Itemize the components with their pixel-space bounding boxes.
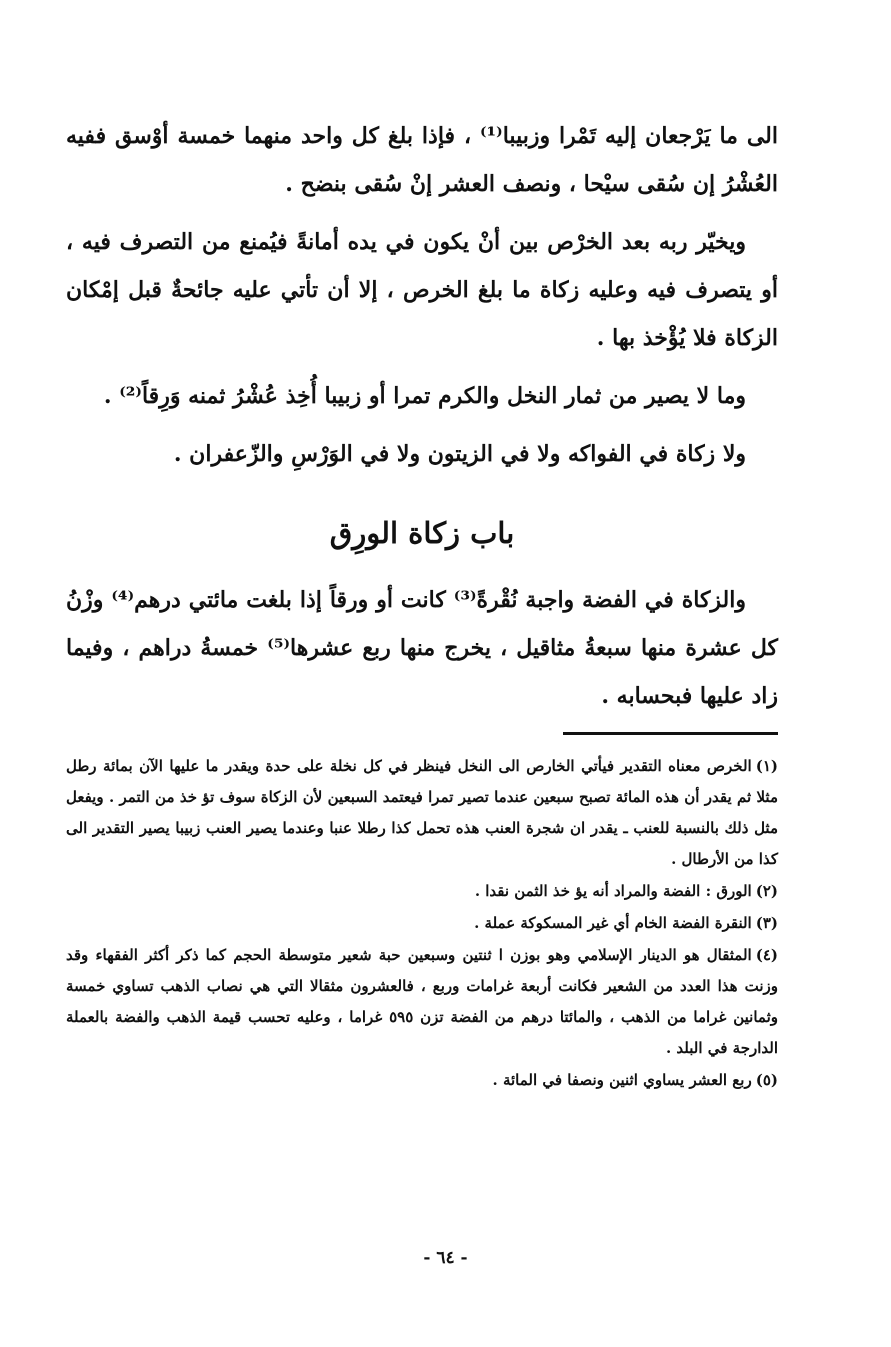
footnote-divider: [563, 732, 778, 735]
footnote-number: (٣): [755, 914, 778, 932]
footnote-1: [66, 751, 778, 875]
paragraph-3: وما لا يصير من ثمار النخل والكرم تمرا أو زبيبا أُخِذ عُشْرُ ثمنه وَرِقاً⁽²⁾ .: [103, 383, 746, 409]
paragraph-1: الى ما يَرْجعان إليه تَمْرا وزبيبا⁽¹⁾ ، فإذا بلغ كل واحد منهما خمسة أوْسق ففيه العُشْرُ إن سُقى سيْحا ، ونصف العشر إنْ سُقى بنضح .: [66, 123, 778, 197]
page-body: [66, 112, 778, 1097]
footnote-text: ربع العشر يساوي اثنين ونصفا في المائة .: [492, 1071, 752, 1089]
page-number: - ٦٤ -: [423, 1248, 468, 1268]
footnote-number: (٥): [755, 1071, 778, 1089]
footnote-text: الخرص معناه التقدير فيأتي الخارص الى النخل فينظر في كل نخلة على حدة ويقدر ما عليها الآن بمائة رطل مثلا ثم يقدر أن هذه المائة تصبح سبعين عندما تصير تمرا فيعتمد السبعين لأن الزكاة سوف تؤ خذ من التمر . ويفعل مثل ذلك بالنسبة للعنب ـ يقدر ان شجرة العنب هذه تحمل كذا رطلا عنبا وعندما يصير العنب زبيبا يصير التقدير الى كذا من الأرطال .: [66, 757, 778, 868]
footnote-text: المثقال هو الدينار الإسلامي وهو بوزن ا ثنتين وسبعين حبة شعير متوسطة الحجم كما ذكر أكثر الفقهاء وقد وزنت هذا العدد من الشعير فكانت أربعة غرامات وربع ، فالعشرون مثقالا التي هي نصاب الذهب تساوي خمسة وثمانين غراما من الذهب ، والمائتا درهم من الفضة تزن ٥٩٥ غراما ، وعليه تحسب قيمة الذهب والفضة بالعملة الدارجة في البلد .: [66, 946, 778, 1057]
paragraph-5: والزكاة في الفضة واجبة نُقْرةً⁽³⁾ كانت أو ورقاً إذا بلغت مائتي درهم⁽⁴⁾ وزْنُ كل عشرة منها سبعةُ مثاقيل ، يخرج منها ربع عشرها⁽⁵⁾ خمسةُ دراهم ، وفيما زاد عليها فبحسابه .: [66, 587, 778, 709]
footnote-5: [66, 1065, 778, 1096]
footnote-number: (٤): [755, 946, 778, 964]
footnote-number: (١): [755, 757, 778, 775]
footnote-3: [66, 908, 778, 939]
footnote-4: [66, 940, 778, 1064]
paragraph-2: ويخيّر ربه بعد الخرْص بين أنْ يكون في يده أمانةً فيُمنع من التصرف فيه ، أو يتصرف فيه وعليه زكاة ما بلغ الخرص ، إلا أن تأتي عليه جائحةٌ قبل إمْكان الزكاة فلا يُؤْخذ بها .: [66, 229, 778, 351]
section-heading: باب زكاة الورِق: [329, 516, 515, 550]
paragraph-4: ولا زكاة في الفواكه ولا في الزيتون ولا في الوَرْسِ والزّعفران .: [173, 441, 746, 467]
footnote-text: الورق : الفضة والمراد أنه يؤ خذ الثمن نقدا .: [474, 882, 752, 900]
footnote-2: [66, 876, 778, 907]
footnote-number: (٢): [755, 882, 778, 900]
footnote-text: النقرة الفضة الخام أي غير المسكوكة عملة .: [474, 914, 752, 932]
